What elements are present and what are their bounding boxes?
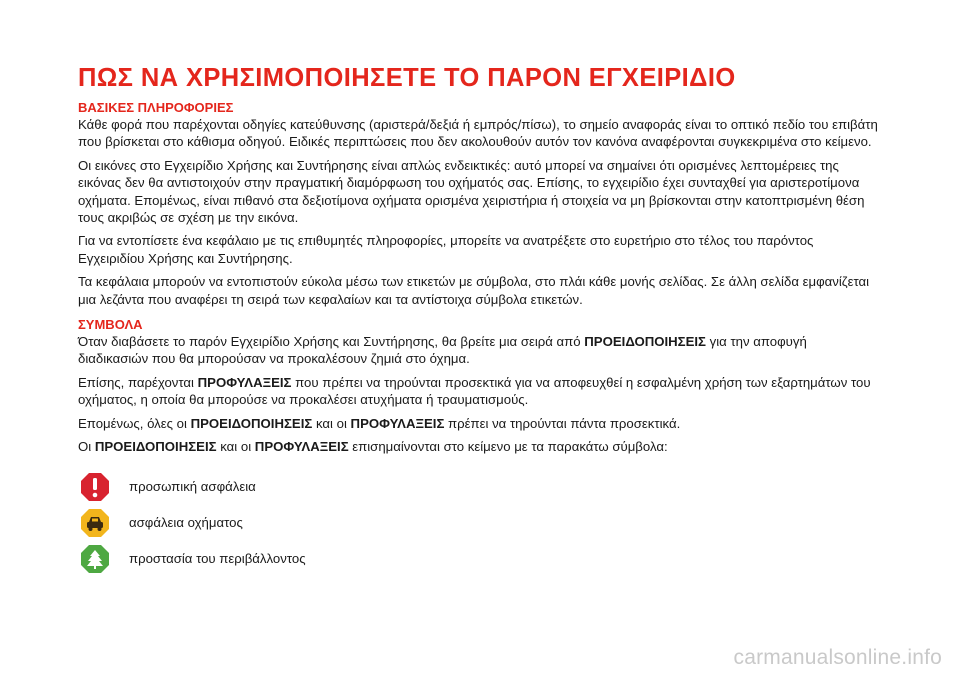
- symbols-paragraph-1: Όταν διαβάσετε το παρόν Εγχειρίδιο Χρήσης και Συντήρησης, θα βρείτε μια σειρά από ΠΡΟΕΙΔΟΠΟΙΗΣΕΙΣ για την αποφυγή διαδικασιών που θα μπορούσαν να προκαλέσουν ζημιά στο όχημα.: [78, 334, 807, 367]
- page-title: ΠΩΣ ΝΑ ΧΡΗΣΙΜΟΠΟΙΗΣΕΤΕ ΤΟ ΠΑΡΟΝ ΕΓΧΕΙΡΙΔΙΟ: [78, 64, 736, 92]
- symbols-paragraph-3: Επομένως, όλες οι ΠΡΟΕΙΔΟΠΟΙΗΣΕΙΣ και οι ΠΡΟΦΥΛΑΞΕΙΣ πρέπει να τηρούνται πάντα προσεκτικά.: [78, 415, 681, 431]
- symbols-heading: ΣΥΜΒΟΛΑ: [78, 317, 143, 333]
- legend-label: ασφάλεια οχήματος: [129, 515, 243, 530]
- symbols-paragraph-2: Επίσης, παρέχονται ΠΡΟΦΥΛΑΞΕΙΣ που πρέπει να τηρούνται προσεκτικά για να αποφευχθεί η εσφαλμένη χρήση των εξαρτημάτων του οχήματος, η οποία θα μπορούσε να προκαλέσει ατυχήματα ή τραυματισμούς.: [78, 374, 871, 408]
- basic-info-paragraph-4: Τα κεφάλαια μπορούν να εντοπιστούν εύκολα μέσω των ετικετών με σύμβολα, στο πλάι κάθε μονής σελίδας. Σε άλλη σελίδα εμφανίζεται μια λεζάντα που αναφέρει τη σειρά των κεφαλαίων και τα αντίστοιχα σύμβολα ετικετών.: [78, 274, 870, 307]
- legend-item-environment: [78, 542, 878, 576]
- manual-page: [78, 62, 878, 578]
- legend-label: προσωπική ασφάλεια: [129, 479, 256, 494]
- basic-info-paragraph-1: Κάθε φορά που παρέχονται οδηγίες κατεύθυνσης (αριστερά/δεξιά ή εμπρός/πίσω), το σημείο αναφοράς είναι το οπτικό πεδίο του επιβάτη που βρίσκεται στο κάθισμα οδηγού. Ειδικές περιπτώσεις που δεν ακολουθούν αυτόν τον κανόνα αναφέρονται συγκεκριμένα στο κείμενο.: [78, 117, 878, 150]
- personal-safety-icon: [80, 472, 110, 502]
- vehicle-safety-icon: [80, 508, 110, 538]
- basic-info-heading: ΒΑΣΙΚΕΣ ΠΛΗΡΟΦΟΡΙΕΣ: [78, 100, 234, 115]
- symbol-legend: [78, 470, 878, 576]
- environment-icon: [80, 544, 110, 574]
- legend-label: προστασία του περιβάλλοντος: [129, 551, 306, 566]
- legend-item-vehicle-safety: [78, 506, 878, 540]
- watermark-text: carmanualsonline.info: [733, 646, 942, 669]
- symbols-paragraph-4: Οι ΠΡΟΕΙΔΟΠΟΙΗΣΕΙΣ και οι ΠΡΟΦΥΛΑΞΕΙΣ επισημαίνονται στο κείμενο με τα παρακάτω σύμβολα:: [78, 439, 668, 455]
- basic-info-paragraph-2: Οι εικόνες στο Εγχειρίδιο Χρήσης και Συντήρησης είναι απλώς ενδεικτικές: αυτό μπορεί να σημαίνει ότι ορισμένες λεπτομέρειες της εικόνας δεν θα αντιστοιχούν στην πραγματική διαμόρφωση του οχήματός σας. Επίσης, το εγχειρίδιο έχει συνταχθεί για αριστεροτίμονα οχήματα. Επομένως, είναι πιθανό στα δεξιοτίμονα οχήματα ορισμένα χειριστήρια ή στοιχεία να μη βρίσκονται στην κατοπτρισμένη θέση τους ακριβώς σε σχέση με την εικόνα.: [78, 157, 865, 226]
- legend-item-personal-safety: [78, 470, 878, 504]
- basic-info-paragraph-3: Για να εντοπίσετε ένα κεφάλαιο με τις επιθυμητές πληροφορίες, μπορείτε να ανατρέξετε στο ευρετήριο στο τέλος του παρόντος Εγχειριδίου Χρήσης και Συντήρησης.: [78, 233, 814, 266]
